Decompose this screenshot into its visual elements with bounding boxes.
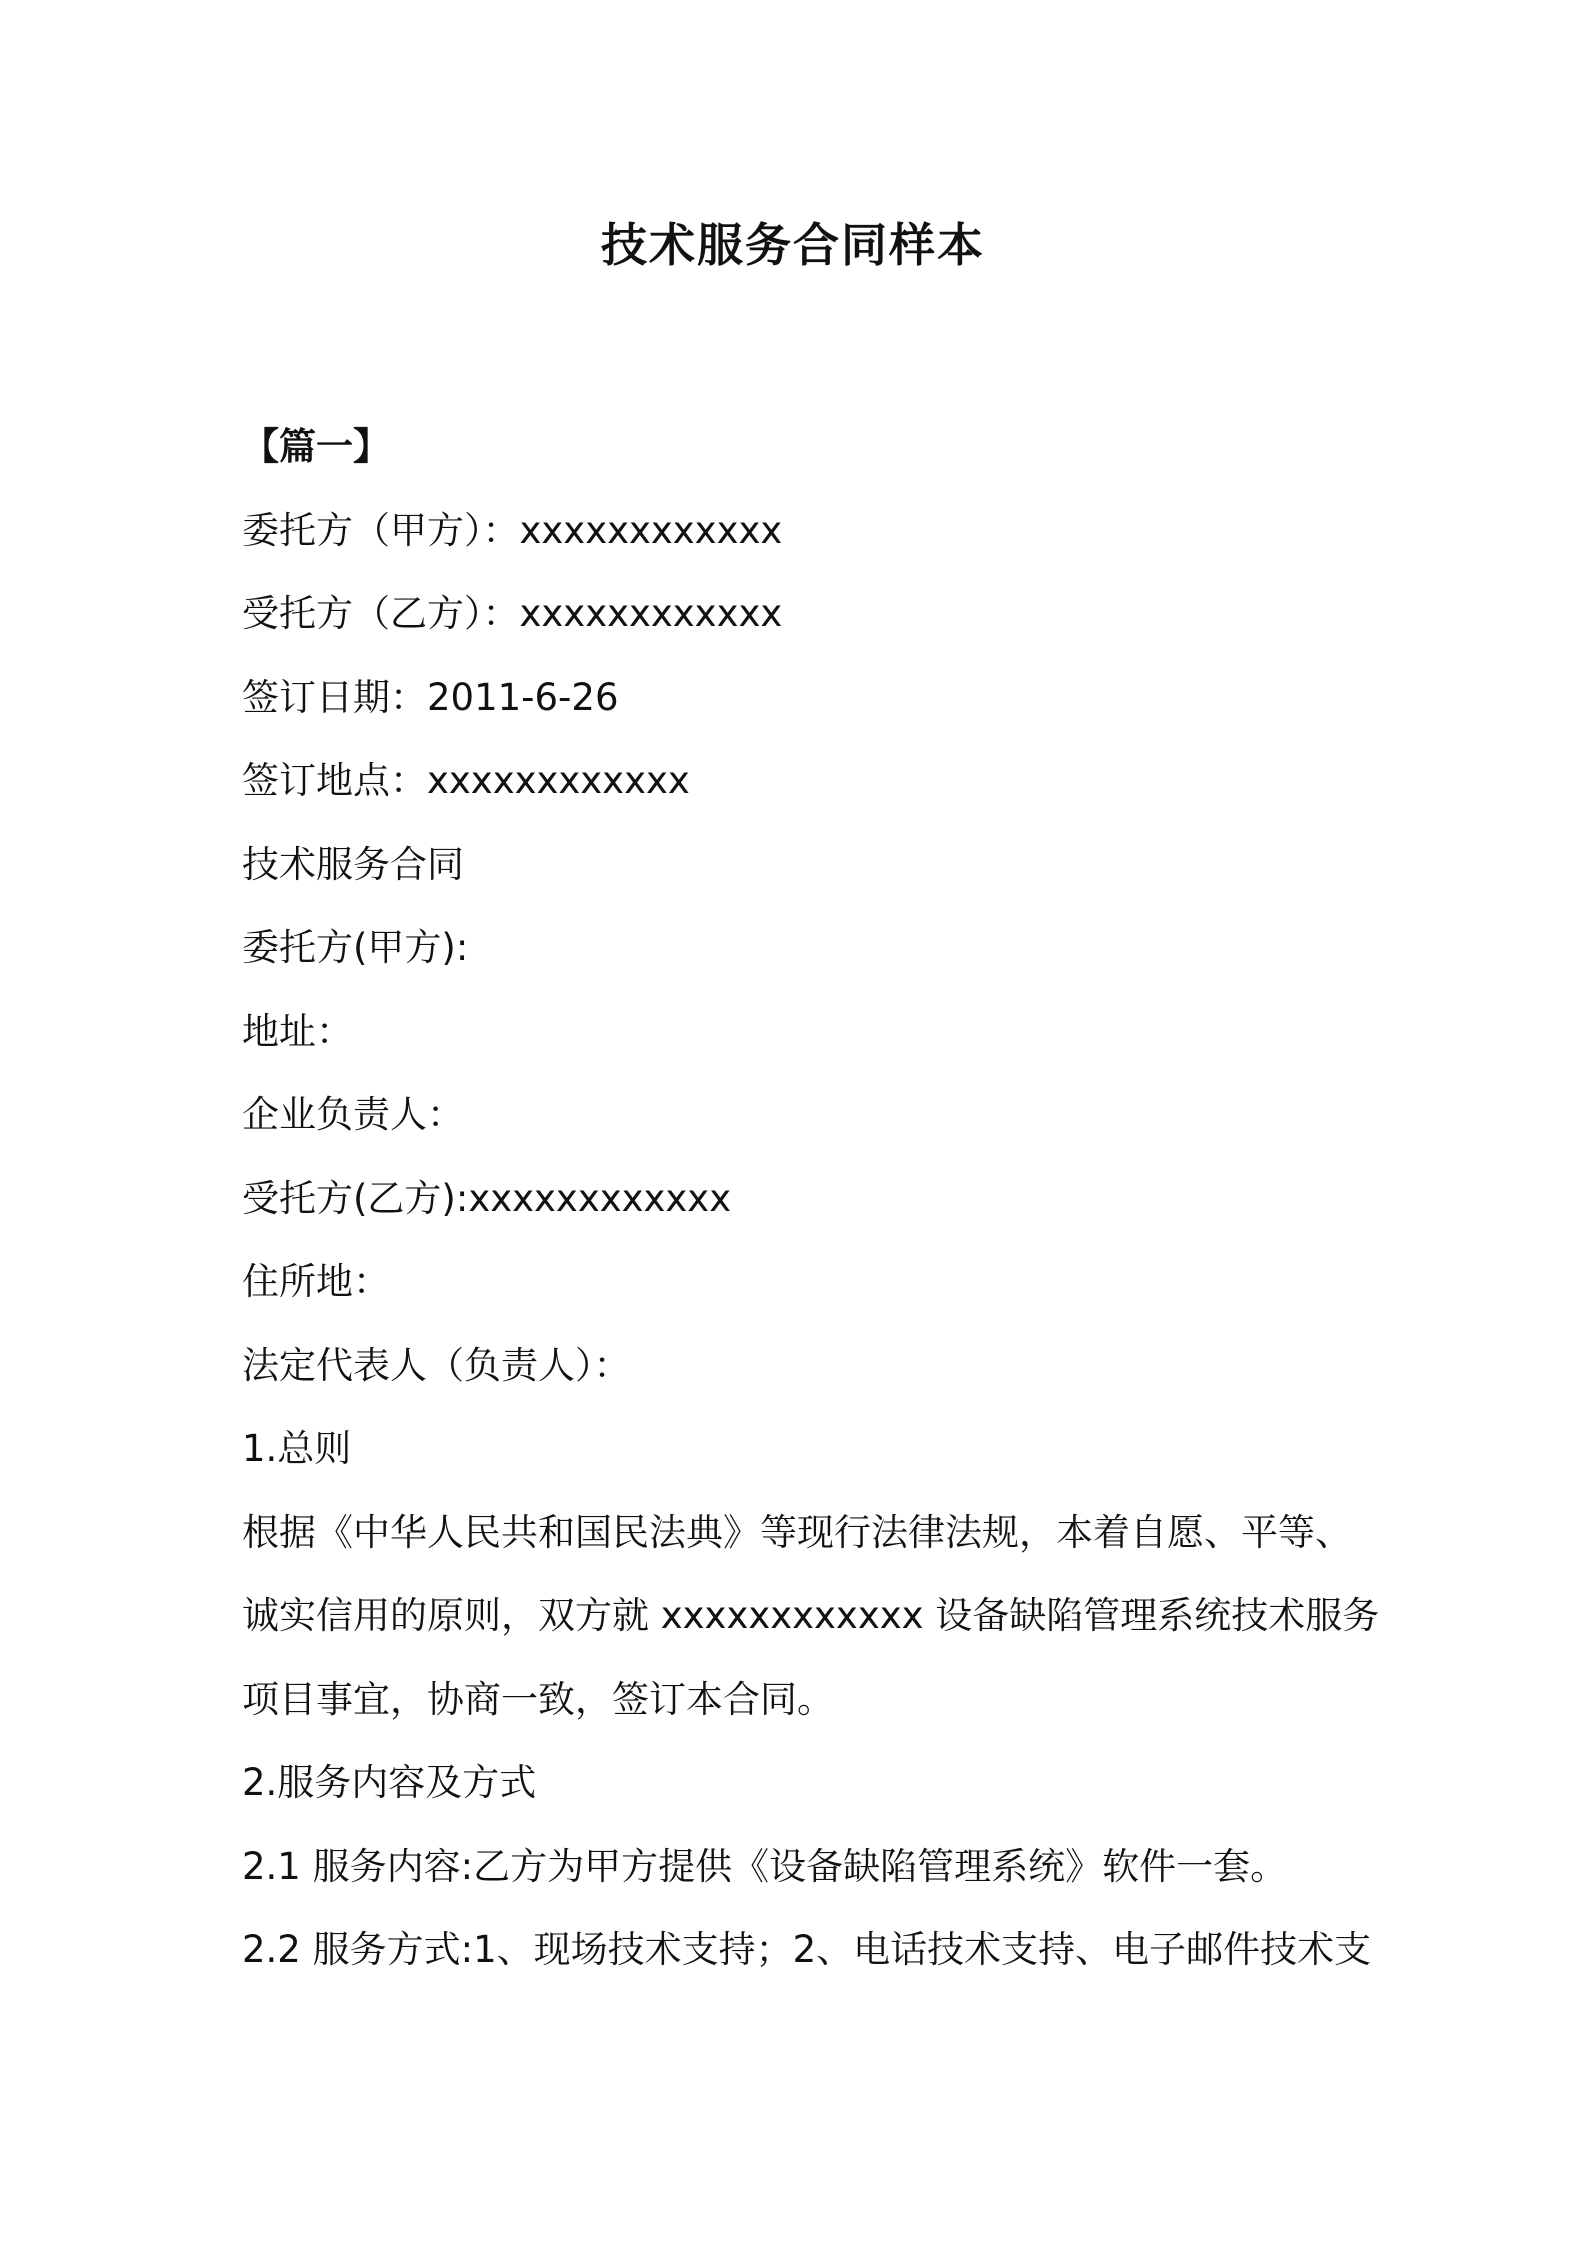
document-body (242, 405, 1380, 1992)
paragraph-line: 诚实信用的原则，双方就 xxxxxxxxxxxx 设备缺陷管理系统技术服务 (242, 1594, 1380, 1637)
service-content-heading: 2.服务内容及方式 (242, 1761, 537, 1804)
signing-date-line: 签订日期：2011-6-26 (242, 675, 619, 719)
service-method-clause: 2.2 服务方式:1、现场技术支持；2、电话技术支持、电子邮件技术支 (242, 1928, 1372, 1971)
signing-place-line: 签订地点：xxxxxxxxxxxx (242, 759, 690, 802)
section-heading: 【篇一】 (242, 425, 390, 468)
service-content-clause: 2.1 服务内容:乙方为甲方提供《设备缺陷管理系统》软件一套。 (242, 1844, 1288, 1888)
contract-name-line: 技术服务合同 (242, 842, 464, 886)
client-label-line: 委托方(甲方): (242, 926, 469, 969)
client-party-line: 委托方（甲方）：xxxxxxxxxxxx (242, 508, 783, 552)
contractor-party-line: 受托方（乙方）：xxxxxxxxxxxx (242, 592, 783, 635)
paragraph-line: 根据《中华人民共和国民法典》等现行法律法规，本着自愿、平等、 (242, 1510, 1352, 1554)
contractor-label-line: 受托方(乙方):xxxxxxxxxxxx (242, 1176, 732, 1220)
enterprise-head-line: 企业负责人： (242, 1093, 464, 1136)
address-line: 地址： (242, 1009, 353, 1053)
paragraph-line: 项目事宜，协商一致，签订本合同。 (242, 1677, 834, 1721)
domicile-line: 住所地： (242, 1260, 390, 1303)
general-principles-heading: 1.总则 (242, 1427, 352, 1470)
document-title: 技术服务合同样本 (601, 218, 985, 272)
legal-representative-line: 法定代表人（负责人）： (242, 1343, 631, 1387)
